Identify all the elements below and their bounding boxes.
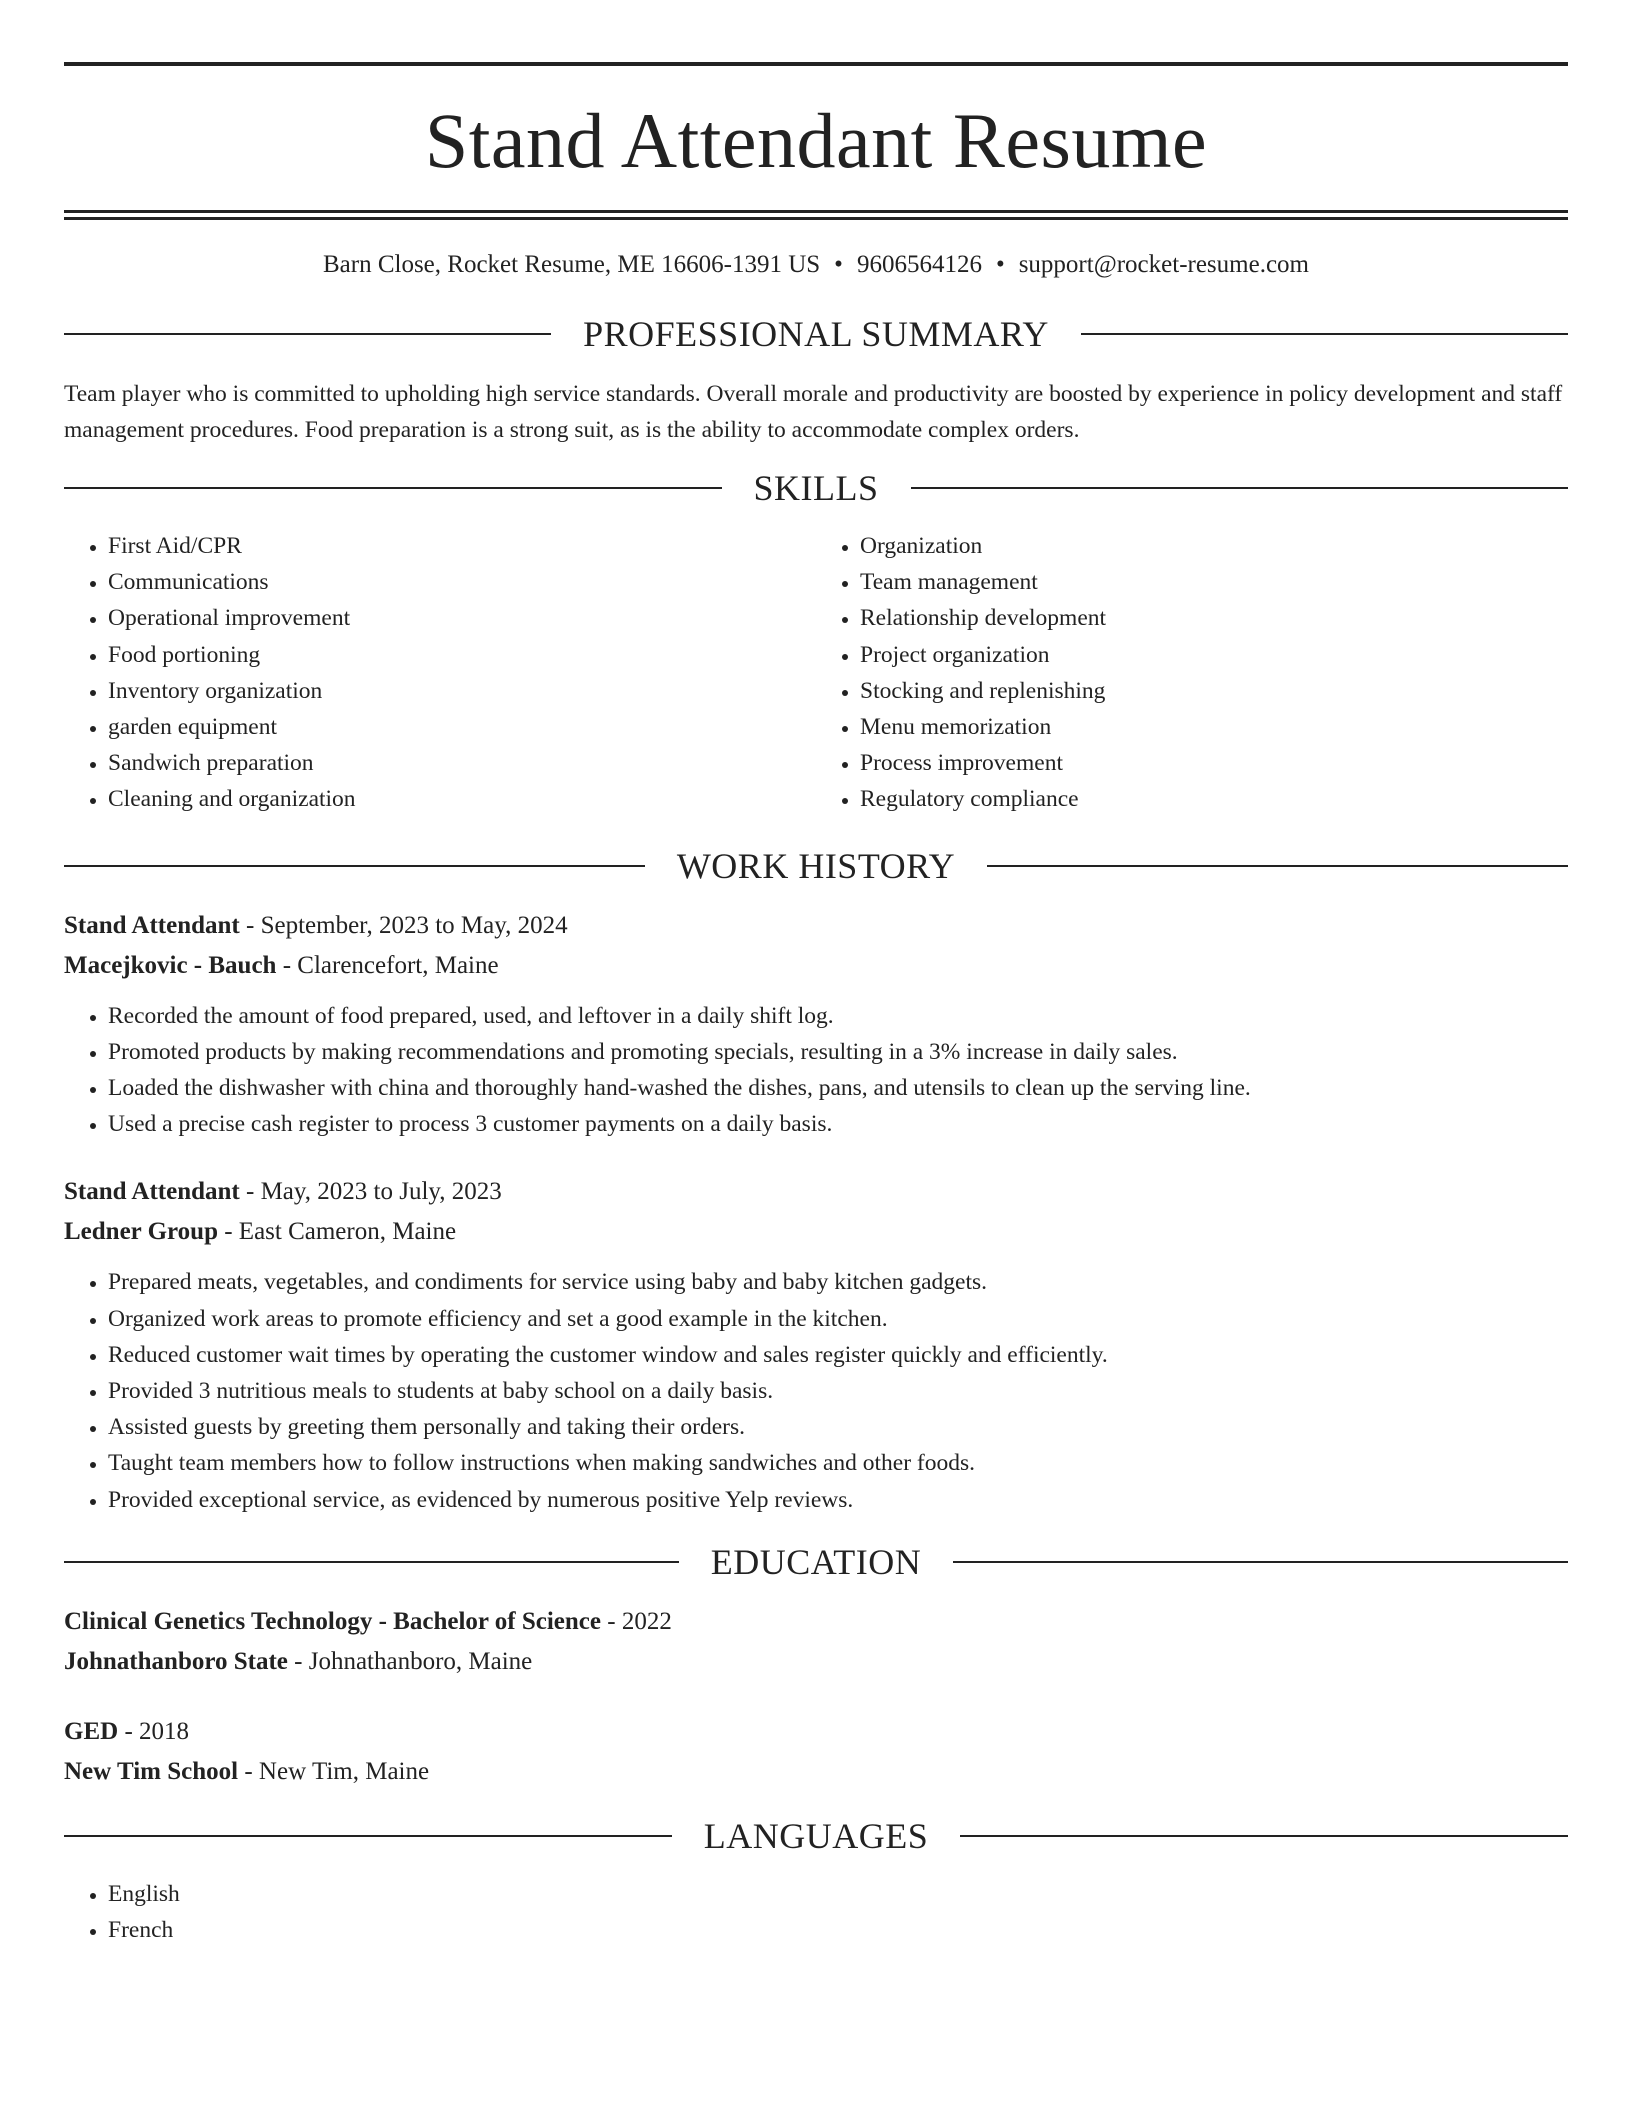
page-title: Stand Attendant Resume (424, 97, 1208, 184)
skill-item: • Team management (860, 564, 1568, 600)
job-location: - East Cameron, Maine (217, 1218, 457, 1246)
job-bullet: • Provided exceptional service, as evidenced by numerous positive Yelp reviews. (108, 1482, 1568, 1518)
education-degree-line (64, 1602, 1568, 1642)
education-entry (64, 1712, 1568, 1792)
skill-item: • Operational improvement (108, 600, 816, 636)
title-double-rule (64, 210, 1568, 220)
heading-rule-left (64, 487, 722, 489)
skill-item: • Stocking and replenishing (860, 673, 1568, 709)
skills-list (64, 528, 1568, 818)
education-location: - New Tim, Maine (238, 1757, 430, 1785)
skills-column-left (64, 528, 816, 818)
spacer (64, 1682, 1568, 1712)
skill-item: • Process improvement (860, 745, 1568, 781)
education-school: Johnathanboro State (64, 1647, 288, 1675)
heading-rule-right (911, 487, 1569, 489)
contact-separator: • (995, 251, 1005, 278)
skill-item: • Project organization (860, 637, 1568, 673)
skill-item: • Menu memorization (860, 709, 1568, 745)
job-bullet: • Assisted guests by greeting them personally and taking their orders. (108, 1409, 1568, 1445)
heading-rule-left (64, 1835, 672, 1837)
section-title: EDUCATION (710, 1541, 922, 1582)
job-company-line (64, 946, 1568, 986)
spacer (64, 1142, 1568, 1172)
job-entry (64, 906, 1568, 1143)
contact-line (64, 248, 1568, 282)
section-heading-summary (64, 312, 1568, 356)
contact-address: Barn Close, Rocket Resume, ME 16606-1391 US (322, 251, 821, 278)
section-title: SKILLS (753, 468, 879, 508)
job-title: Stand Attendant (64, 911, 240, 939)
contact-phone: 9606564126 (856, 251, 982, 278)
job-bullet: • Recorded the amount of food prepared, used, and leftover in a daily shift log. (108, 998, 1568, 1034)
job-bullet: • Loaded the dishwasher with china and thoroughly hand-washed the dishes, pans, and utensils to clean up the serving line. (108, 1070, 1568, 1106)
education-year: - 2022 (601, 1607, 672, 1635)
section-heading-work (64, 844, 1568, 888)
heading-rule-left (64, 333, 551, 335)
contact-separator: • (834, 251, 843, 278)
section-title: WORK HISTORY (676, 845, 956, 886)
education-school: New Tim School (64, 1757, 239, 1785)
job-bullet: • Used a precise cash register to process 3 customer payments on a daily basis. (108, 1106, 1568, 1142)
skill-item: • Organization (860, 528, 1568, 564)
skill-item: • Communications (108, 564, 816, 600)
heading-rule-right (960, 1835, 1568, 1837)
education-location: - Johnathanboro, Maine (287, 1647, 533, 1675)
job-company-line (64, 1212, 1568, 1252)
heading-rule-right (1081, 333, 1568, 335)
job-bullet: • Reduced customer wait times by operating the customer window and sales register quickly and efficiently. (108, 1337, 1568, 1373)
education-school-line (64, 1752, 1568, 1792)
job-bullet: • Provided 3 nutritious meals to students at baby school on a daily basis. (108, 1373, 1568, 1409)
section-title: PROFESSIONAL SUMMARY (583, 314, 1049, 354)
heading-rule-left (64, 865, 645, 867)
job-title-line (64, 1172, 1568, 1212)
section-title: LANGUAGES (703, 1815, 929, 1856)
languages-list (64, 1876, 1568, 1948)
section-heading-languages (64, 1814, 1568, 1858)
section-heading-education (64, 1540, 1568, 1584)
heading-rule-right (953, 1561, 1568, 1563)
education-school-line (64, 1642, 1568, 1682)
language-item: • English (108, 1876, 1568, 1912)
job-bullets (64, 1264, 1568, 1517)
job-bullet: • Promoted products by making recommendations and promoting specials, resulting in a 3% increase in daily sales. (108, 1034, 1568, 1070)
skill-item: • First Aid/CPR (108, 528, 816, 564)
job-title: Stand Attendant (64, 1178, 240, 1206)
skills-column-right (816, 528, 1568, 818)
skill-item: • Sandwich preparation (108, 745, 816, 781)
education-degree-line (64, 1712, 1568, 1752)
education-entry (64, 1602, 1568, 1682)
skill-item: • Food portioning (108, 637, 816, 673)
job-title-line (64, 906, 1568, 946)
heading-rule-right (987, 865, 1568, 867)
skill-item: • Inventory organization (108, 673, 816, 709)
skill-item: • garden equipment (108, 709, 816, 745)
contact-email: support@rocket-resume.com (1018, 251, 1309, 278)
education-degree: GED (64, 1717, 119, 1745)
job-bullet: • Prepared meats, vegetables, and condiments for service using baby and baby kitchen gadgets. (108, 1264, 1568, 1300)
section-heading-skills (64, 466, 1568, 510)
job-location: - Clarencefort, Maine (276, 951, 499, 979)
education-year: - 2018 (118, 1717, 190, 1745)
skill-item: • Cleaning and organization (108, 781, 816, 817)
skill-item: • Regulatory compliance (860, 781, 1568, 817)
top-rule (64, 62, 1568, 66)
skill-item: • Relationship development (860, 600, 1568, 636)
job-bullet: • Taught team members how to follow instructions when making sandwiches and other foods. (108, 1445, 1568, 1481)
job-company: Ledner Group (64, 1218, 218, 1246)
job-entry (64, 1172, 1568, 1517)
job-bullet: • Organized work areas to promote efficiency and set a good example in the kitchen. (108, 1301, 1568, 1337)
job-company: Macejkovic - Bauch (64, 951, 277, 979)
heading-rule-left (64, 1561, 679, 1563)
job-dates: - September, 2023 to May, 2024 (239, 911, 568, 939)
language-item: • French (108, 1912, 1568, 1948)
job-dates: - May, 2023 to July, 2023 (239, 1178, 502, 1206)
job-bullets (64, 998, 1568, 1143)
summary-text: Team player who is committed to upholding high service standards. Overall morale and productivity are boosted by experience in policy development and staff management procedures. Food preparation is a strong suit, as is the ability to accommodate complex orders. (64, 381, 1563, 443)
education-degree: Clinical Genetics Technology - Bachelor of Science (64, 1607, 601, 1635)
